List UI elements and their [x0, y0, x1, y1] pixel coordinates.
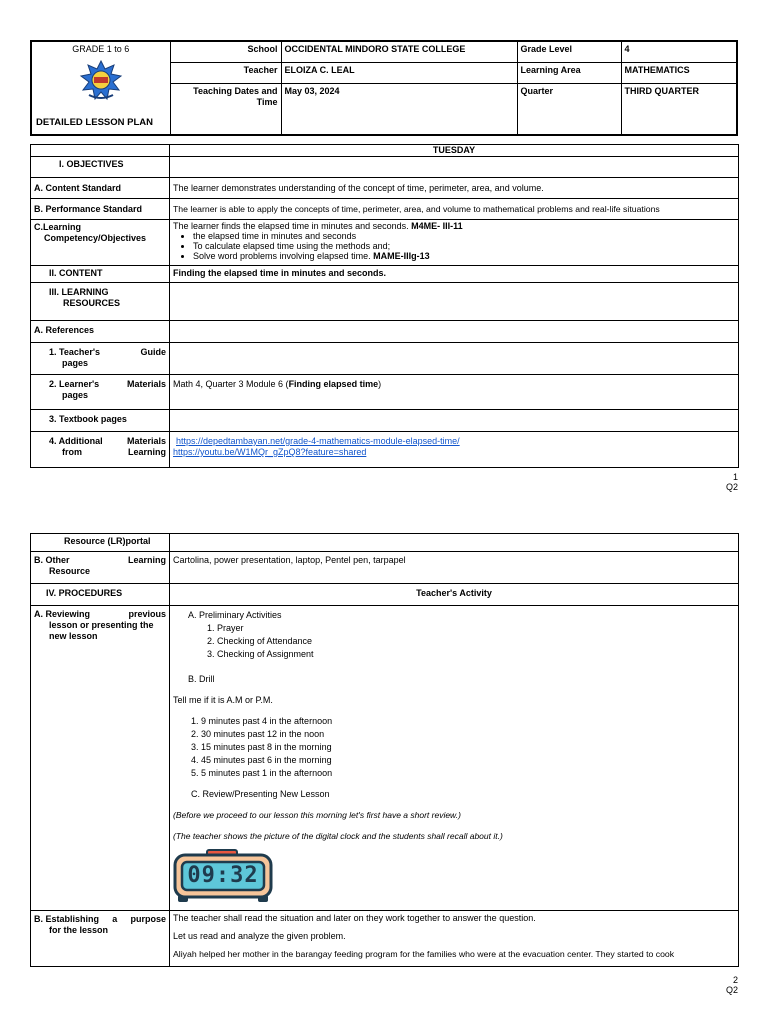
content-label: II. CONTENT [31, 266, 170, 283]
deped-seal-icon [79, 59, 123, 101]
performance-standard-value: The learner is able to apply the concepts of time, perimeter, area, and volume to mathematical problems and real-life situations [170, 199, 739, 220]
learning-area-label: Learning Area [517, 62, 621, 83]
page-number-2: 2 Q2 [725, 975, 738, 995]
list-item: 2. 30 minutes past 12 in the noon [201, 728, 735, 741]
list-item: • To calculate elapsed time using the methods and; [193, 241, 735, 251]
list-item: 3. Checking of Assignment [217, 648, 735, 661]
objectives-label: I. OBJECTIVES [31, 157, 170, 178]
list-item: 2. Checking of Attendance [217, 635, 735, 648]
grade-level-label: Grade Level [517, 41, 621, 62]
objectives-table [30, 144, 739, 468]
teachers-guide-label: 1. Teacher's Guide pages [31, 343, 170, 375]
content-standard-label: A. Content Standard [31, 178, 170, 199]
review-note-2: (The teacher shows the picture of the digital clock and the students shall recall about it.) [173, 831, 503, 841]
learning-area-value: MATHEMATICS [621, 62, 737, 83]
references-label: A. References [31, 321, 170, 343]
teacher-value: ELOIZA C. LEAL [281, 62, 517, 83]
plan-title: DETAILED LESSON PLAN [36, 117, 153, 128]
prelim-list [173, 622, 735, 661]
learners-materials-label: 2. Learner's Materials pages [31, 375, 170, 410]
list-item: 1. 9 minutes past 4 in the afternoon [201, 715, 735, 728]
teachers-activity-header: Teacher's Activity [170, 584, 739, 606]
competency-label: C.Learning Competency/Objectives [31, 220, 170, 266]
drill-list [173, 715, 735, 780]
competency-list [173, 231, 735, 261]
review-label: A. Reviewing previous lesson or presenting the new lesson [31, 606, 170, 911]
review-activity [170, 606, 739, 911]
additional-materials-label: 4. Additional Materials from Learning [31, 432, 170, 468]
dates-label: Teaching Dates and Time [170, 84, 281, 135]
textbook-label: 3. Textbook pages [31, 410, 170, 432]
list-item: • the elapsed time in minutes and seconds [193, 231, 735, 241]
list-item: 4. 45 minutes past 6 in the morning [201, 754, 735, 767]
review-note-1: (Before we proceed to our lesson this morning let's first have a short review.) [173, 810, 461, 820]
school-value: OCCIDENTAL MINDORO STATE COLLEGE [281, 41, 517, 62]
teacher-label: Teacher [170, 62, 281, 83]
prelim-heading: A. Preliminary Activities [188, 610, 282, 620]
purpose-text-3: Aliyah helped her mother in the barangay feeding program for the families who were at the evacuation center. They started to cook [173, 949, 675, 959]
other-resource-label: B. Other Learning Resource [31, 552, 170, 584]
school-label: School [170, 41, 281, 62]
procedures-table [30, 533, 739, 967]
competency-value: The learner finds the elapsed time in minutes and seconds. M4ME- III-11 • the elapsed time in minutes and seconds • To calculate elapsed time using the methods and; • Solve word problems involving elapsed time. MAME-IIIg-13 [170, 220, 739, 266]
list-item: 1. Prayer [217, 622, 735, 635]
purpose-text-1: The teacher shall read the situation and later on they work together to answer the question. [173, 913, 536, 923]
header-table [30, 40, 738, 136]
quarter-value: THIRD QUARTER [621, 84, 737, 135]
grade-range: GRADE 1 to 6 [72, 44, 130, 54]
purpose-label: B. Establishing a purpose for the lesson [31, 911, 170, 967]
day-header: TUESDAY [170, 145, 739, 157]
purpose-text-2: Let us read and analyze the given problem. [173, 931, 346, 941]
other-resource-value: Cartolina, power presentation, laptop, Pentel pen, tarpapel [170, 552, 739, 584]
dates-value: May 03, 2024 [281, 84, 517, 135]
list-item: • Solve word problems involving elapsed time. MAME-IIIg-13 [193, 251, 735, 261]
digital-clock-icon [173, 849, 273, 903]
procedures-label: IV. PROCEDURES [31, 584, 170, 606]
review-heading: C. Review/Presenting New Lesson [191, 789, 330, 799]
clock-time: 09:32 [187, 863, 259, 888]
list-item: 3. 15 minutes past 8 in the morning [201, 741, 735, 754]
module-link[interactable]: https://depedtambayan.net/grade-4-mathematics-module-elapsed-time/ [176, 436, 460, 446]
grade-level-value: 4 [621, 41, 737, 62]
page-number-1: 1 Q2 [725, 472, 738, 492]
additional-materials-value [170, 432, 739, 468]
content-standard-value: The learner demonstrates understanding of the concept of time, perimeter, area, and volume. [170, 178, 739, 199]
content-value: Finding the elapsed time in minutes and seconds. [170, 266, 739, 283]
drill-heading: B. Drill [188, 674, 215, 684]
purpose-activity [170, 911, 739, 967]
list-item: 5. 5 minutes past 1 in the afternoon [201, 767, 735, 780]
drill-instruction: Tell me if it is A.M or P.M. [173, 695, 273, 705]
header-logo-cell [31, 41, 170, 135]
lr-portal-label: Resource (LR)portal [31, 534, 170, 552]
performance-standard-label: B. Performance Standard [31, 199, 170, 220]
quarter-label: Quarter [517, 84, 621, 135]
youtube-link[interactable]: https://youtu.be/W1MQr_gZpQ8?feature=shared [173, 447, 367, 457]
learners-materials-value: Math 4, Quarter 3 Module 6 (Finding elapsed time) [170, 375, 739, 410]
resources-label: III. LEARNING RESOURCES [31, 283, 170, 321]
